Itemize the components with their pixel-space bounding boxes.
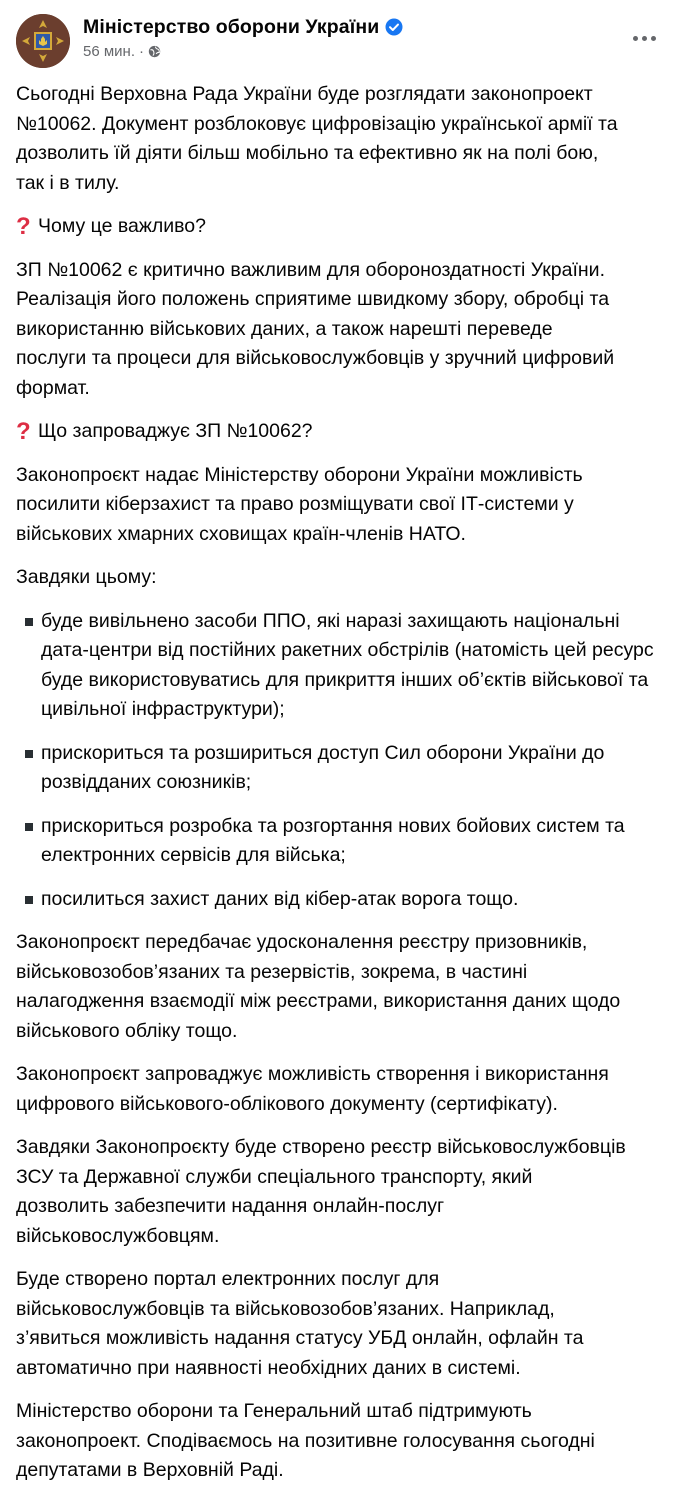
- post-timestamp[interactable]: 56 мин.: [83, 43, 135, 60]
- post-body: [16, 80, 672, 1500]
- more-options-dot: [651, 36, 656, 41]
- black-square-bullet-icon: [16, 885, 41, 915]
- bullet-item: [16, 607, 672, 725]
- paragraph-importance: ЗП №10062 є критично важливим для обороноздатності України. Реалізація його положень сприятиме швидкому збору, обробці та використанню військових даних, а також нарешті переведе послуги та процеси для військовослужбовців у зручний цифровий формат.: [16, 258, 615, 399]
- globe-icon[interactable]: [148, 45, 161, 58]
- post-header: [16, 12, 662, 70]
- paragraph-thanks-to-this: Завдяки цьому:: [16, 566, 157, 588]
- question-text: Що запроваджує ЗП №10062?: [38, 420, 313, 442]
- meta-separator: ·: [139, 43, 144, 60]
- more-options-dot: [633, 36, 638, 41]
- paragraph-support: Міністерство оборони та Генеральний штаб підтримують законопроект. Сподіваємось на позитивне голосування сьогодні депутатами в Верховній Раді.: [16, 1400, 595, 1481]
- bullet-item: [16, 812, 672, 871]
- black-square-bullet-icon: [16, 739, 41, 769]
- question-mark-icon: ?: [16, 213, 31, 240]
- verified-badge-icon: [385, 18, 403, 36]
- bullet-text: прискориться та розшириться доступ Сил оборони України до розвідданих союзників;: [41, 741, 605, 793]
- question-why-important: [16, 212, 672, 242]
- bullet-item: [16, 739, 672, 798]
- paragraph-servicemen-registry: Завдяки Законопроєкту буде створено реєстр військовослужбовців ЗСУ та Державної служби спеціального транспорту, який дозволить забезпечити надання онлайн-послуг військовослужбовцям.: [16, 1136, 626, 1247]
- mod-emblem-icon: [16, 14, 70, 68]
- bullet-text: посилиться захист даних від кібер-атак ворога тощо.: [41, 887, 519, 910]
- more-options-dot: [642, 36, 647, 41]
- paragraph-registry: Законопроєкт передбачає удосконалення реєстру призовників, військовозобов’язаних та резервістів, зокрема, в частині налагодження взаємодії між реєстрами, використання даних щодо військового обліку тощо.: [16, 931, 621, 1042]
- more-options-button[interactable]: [626, 26, 662, 50]
- question-mark-icon: ?: [16, 418, 31, 445]
- paragraph-cyber: Законопроєкт надає Міністерству оборони України можливість посилити кіберзахист та право розміщувати свої ІТ-системи у військових хмарних сховищах країн-членів НАТО.: [16, 463, 583, 545]
- avatar[interactable]: [16, 14, 70, 68]
- paragraph-intro: Сьогодні Верховна Рада України буде розглядати законопроект №10062. Документ розблоковує цифровізацію української армії та дозволить їй діяти більш мобільно та ефективно як на полі бою, так і в тилу.: [16, 83, 618, 194]
- question-what-introduces: [16, 417, 672, 447]
- paragraph-certificate: Законопроєкт запроваджує можливість створення і використання цифрового військового-облікового документу (сертифікату).: [16, 1063, 609, 1115]
- post-meta: [83, 43, 403, 60]
- paragraph-portal: Буде створено портал електронних послуг для військовослужбовців та військовозобов’язаних. Наприклад, з’явиться можливість надання статусу УБД онлайн, офлайн та автоматично при наявності необхідних даних в системі.: [16, 1268, 584, 1379]
- bullet-text: прискориться розробка та розгортання нових бойових систем та електронних сервісів для війська;: [41, 814, 625, 866]
- question-text: Чому це важливо?: [38, 215, 206, 237]
- author-name[interactable]: Міністерство оборони України: [83, 16, 380, 38]
- bullet-item: [16, 885, 672, 915]
- author-block: [83, 16, 403, 60]
- black-square-bullet-icon: [16, 607, 41, 637]
- bullet-text: буде вивільнено засоби ППО, які наразі захищають національні дата-центри від постійних ракетних обстрілів (натомість цей ресурс буде використовуватись для прикриття інших об’єктів військової та цивільної інфраструктури);: [41, 609, 654, 720]
- black-square-bullet-icon: [16, 812, 41, 842]
